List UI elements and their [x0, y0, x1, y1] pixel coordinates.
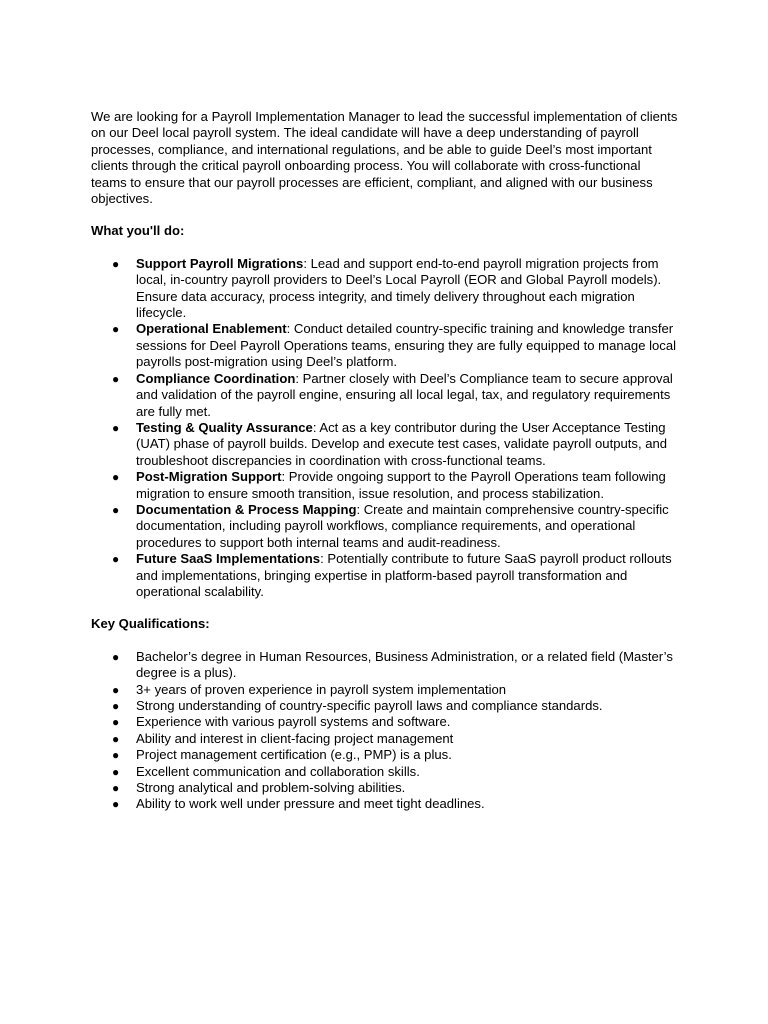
- list-item: [91, 256, 679, 322]
- list-item: [91, 420, 679, 469]
- list-item: [91, 780, 679, 796]
- item-text: : Provide ongoing support to the Payroll Operations team following migration to ensure smooth transition, issue resolution, and process stabilization.: [136, 469, 666, 501]
- item-text: Experience with various payroll systems and software.: [136, 714, 451, 730]
- list-item: [91, 321, 679, 370]
- item-text: 3+ years of proven experience in payroll system implementation: [136, 681, 507, 697]
- intro-paragraph: We are looking for a Payroll Implementation Manager to lead the successful implementation of clients on our Deel local payroll system. The ideal candidate will have a deep understanding of payroll processes, compliance, and international regulations, and be able to guide Deel’s most important clients through the critical payroll onboarding process. You will collaborate with cross-functional teams to ensure that our payroll processes are efficient, compliant, and aligned with our business objectives.: [91, 109, 678, 207]
- item-text: : Act as a key contributor during the User Acceptance Testing (UAT) phase of payroll builds. Develop and execute test cases, validate payroll outputs, and troubleshoot discrepancies in coordination with cross-functional teams.: [136, 419, 668, 468]
- bullet-icon: ●: [112, 682, 120, 697]
- item-text: : Create and maintain comprehensive country-specific documentation, including payroll workflows, compliance requirements, and operational procedures to support both internal teams and audit-readiness.: [136, 501, 669, 550]
- item-title: Support Payroll Migrations: [136, 255, 304, 271]
- item-text: : Conduct detailed country-specific training and knowledge transfer sessions for Deel Payroll Operations teams, ensuring they are fully equipped to manage local payrolls post-migration using Deel’s platform.: [136, 321, 677, 370]
- list-item: [91, 649, 679, 682]
- item-text: Ability to work well under pressure and meet tight deadlines.: [136, 796, 485, 812]
- bullet-icon: ●: [112, 649, 120, 664]
- document-page: [91, 109, 679, 813]
- bullet-icon: ●: [112, 797, 120, 812]
- item-title: Testing & Quality Assurance: [136, 419, 313, 435]
- list-item: [91, 714, 679, 730]
- item-text: Ability and interest in client-facing project management: [136, 730, 454, 746]
- bullet-icon: ●: [112, 764, 120, 779]
- bullet-icon: ●: [112, 552, 120, 567]
- bullet-icon: ●: [112, 715, 120, 730]
- item-title: Documentation & Process Mapping: [136, 501, 357, 517]
- bullet-icon: ●: [112, 731, 120, 746]
- bullet-icon: ●: [112, 256, 120, 271]
- list-item: [91, 502, 679, 551]
- bullet-icon: ●: [112, 748, 120, 763]
- item-text: Excellent communication and collaboration skills.: [136, 763, 420, 779]
- item-text: Strong analytical and problem-solving abilities.: [136, 780, 406, 796]
- bullet-icon: ●: [112, 699, 120, 713]
- bullet-icon: ●: [112, 371, 120, 386]
- item-title: Operational Enablement: [136, 321, 287, 337]
- list-item: [91, 764, 679, 780]
- responsibilities-list: [91, 256, 679, 601]
- bullet-icon: ●: [112, 322, 120, 337]
- qualifications-heading: Key Qualifications:: [91, 616, 210, 632]
- item-text: Strong understanding of country-specific payroll laws and compliance standards.: [136, 698, 603, 713]
- list-item: [91, 698, 679, 714]
- bullet-icon: ●: [112, 420, 120, 435]
- qualifications-list: [91, 649, 679, 813]
- item-text: Project management certification (e.g., PMP) is a plus.: [136, 747, 452, 763]
- list-item: [91, 747, 679, 763]
- item-title: Future SaaS Implementations: [136, 551, 321, 567]
- list-item: [91, 796, 679, 812]
- item-text: : Lead and support end-to-end payroll migration projects from local, in-country payroll providers to Deel’s Local Payroll (EOR and Global Payroll models). Ensure data accuracy, process integrity, and timely delivery throughout each migration lifecycle.: [136, 255, 662, 321]
- list-item: [91, 551, 679, 600]
- bullet-icon: ●: [112, 470, 120, 485]
- bullet-icon: ●: [112, 502, 120, 517]
- list-item: [91, 371, 679, 420]
- item-text: : Partner closely with Deel’s Compliance team to secure approval and validation of the payroll engine, ensuring all local legal, tax, and regulatory requirements are fully met.: [136, 370, 673, 419]
- item-title: Compliance Coordination: [136, 370, 296, 386]
- list-item: [91, 682, 679, 698]
- item-title: Post-Migration Support: [136, 469, 282, 485]
- item-text: : Potentially contribute to future SaaS payroll product rollouts and implementations, bringing expertise in platform-based payroll transformation and operational scalability.: [136, 551, 672, 599]
- item-text: Bachelor’s degree in Human Resources, Business Administration, or a related field (Master’s degree is a plus).: [136, 648, 673, 681]
- bullet-icon: ●: [112, 781, 120, 796]
- what-you-do-heading: What you'll do:: [91, 223, 185, 239]
- list-item: [91, 469, 679, 502]
- list-item: [91, 731, 679, 747]
